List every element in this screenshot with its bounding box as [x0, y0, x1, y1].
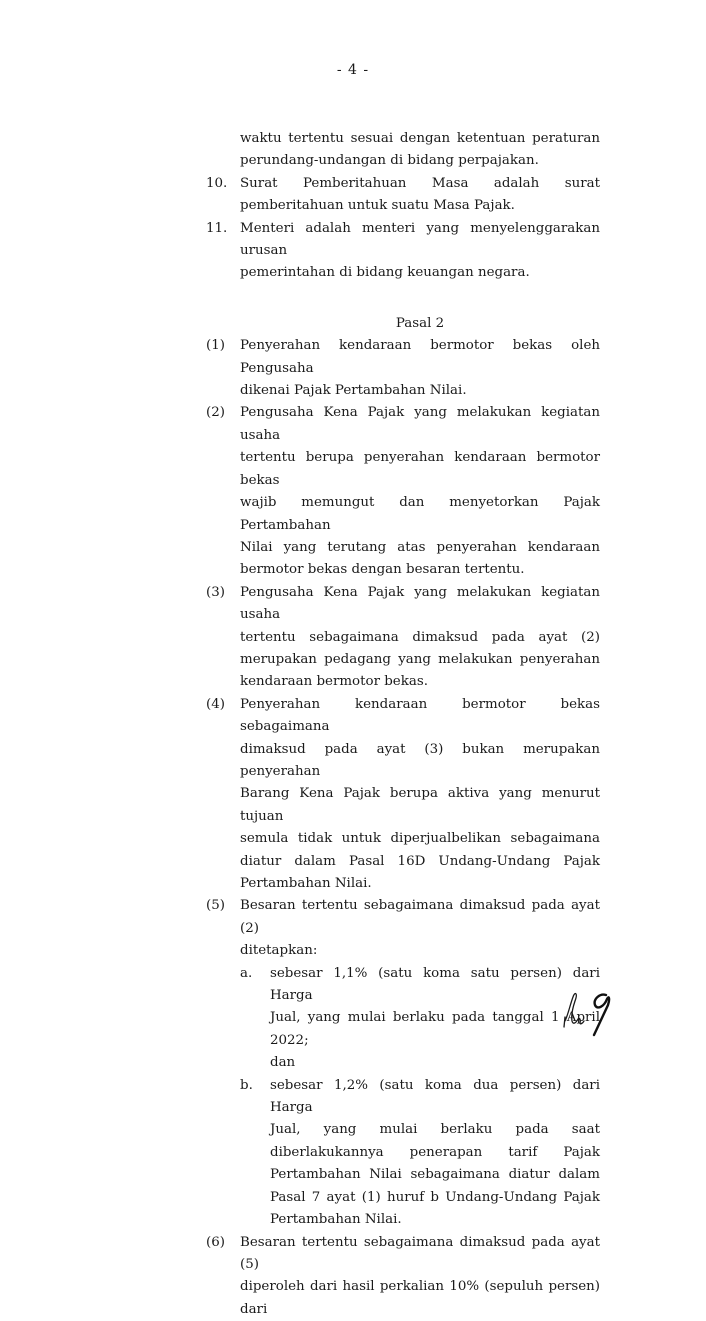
paragraph-number: (6)	[206, 1232, 225, 1254]
handwritten-initials-icon	[560, 985, 620, 1040]
text-line: pemerintahan di bidang keuangan negara.	[240, 262, 600, 284]
text-line: semula tidak untuk diperjualbelikan sebagaimana	[240, 828, 600, 850]
paragraph	[206, 582, 600, 694]
text-line: Jual, yang mulai berlaku pada tanggal 1 April 2022;	[270, 1007, 600, 1052]
page-number: - 4 -	[0, 62, 706, 78]
text-line: diatur dalam Pasal 16D Undang-Undang Pajak	[240, 851, 600, 873]
paragraph	[206, 694, 600, 896]
text-line: bermotor bekas dengan besaran tertentu.	[240, 559, 600, 581]
text-line: Surat Pemberitahuan Masa adalah surat	[240, 173, 600, 195]
text-line: Pasal 7 ayat (1) huruf b Undang-Undang Pajak	[270, 1187, 600, 1209]
definition-item	[206, 218, 600, 285]
text-line: sebesar 1,2% (satu koma dua persen) dari Harga	[270, 1075, 600, 1120]
text-line: tertentu sebagaimana dimaksud pada ayat (2)	[240, 627, 600, 649]
text-line: kendaraan bermotor bekas.	[240, 671, 600, 693]
text-line: Pertambahan Nilai sebagaimana diatur dalam	[270, 1164, 600, 1186]
sub-item-letter: b.	[240, 1075, 253, 1097]
text-line: Nilai yang terutang atas penyerahan kendaraan	[240, 537, 600, 559]
text-line: Penyerahan kendaraan bermotor bekas sebagaimana	[240, 694, 600, 739]
sub-item-letter: a.	[240, 963, 252, 985]
paragraph	[206, 402, 600, 581]
paragraph-number: (5)	[206, 895, 225, 917]
text-line: Barang Kena Pajak berupa aktiva yang menurut tujuan	[240, 783, 600, 828]
text-line: dimaksud pada ayat (3) bukan merupakan penyerahan	[240, 739, 600, 784]
text-line: Pertambahan Nilai.	[240, 873, 600, 895]
paragraph-number: (1)	[206, 335, 225, 357]
sub-item	[206, 963, 600, 1075]
text-line: dan	[270, 1052, 600, 1074]
sub-item	[206, 1075, 600, 1232]
text-line: waktu tertentu sesuai dengan ketentuan peraturan	[240, 128, 600, 150]
text-line: ditetapkan:	[240, 940, 600, 962]
continuation-text	[206, 128, 600, 173]
text-line: Pengusaha Kena Pajak yang melakukan kegiatan usaha	[240, 402, 600, 447]
text-line: Jual, yang mulai berlaku pada saat	[270, 1119, 600, 1141]
paragraph-number: (2)	[206, 402, 225, 424]
paragraph-number: (3)	[206, 582, 225, 604]
text-line: perundang-undangan di bidang perpajakan.	[240, 150, 600, 172]
section-title: Pasal 2	[206, 313, 600, 335]
text-line: wajib memungut dan menyetorkan Pajak Pertambahan	[240, 492, 600, 537]
text-line: merupakan pedagang yang melakukan penyerahan	[240, 649, 600, 671]
text-line: pemberitahuan untuk suatu Masa Pajak.	[240, 195, 600, 217]
document-body	[206, 128, 600, 1321]
item-number: 10.	[206, 173, 227, 195]
paragraph	[206, 335, 600, 402]
text-line: diperoleh dari hasil perkalian 10% (sepuluh persen) dari	[240, 1276, 600, 1321]
text-line: diberlakukannya penerapan tarif Pajak	[270, 1142, 600, 1164]
text-line: Pengusaha Kena Pajak yang melakukan kegiatan usaha	[240, 582, 600, 627]
text-line: Besaran tertentu sebagaimana dimaksud pada ayat (5)	[240, 1232, 600, 1277]
item-number: 11.	[206, 218, 227, 240]
text-line: Besaran tertentu sebagaimana dimaksud pada ayat (2)	[240, 895, 600, 940]
text-line: Pertambahan Nilai.	[270, 1209, 600, 1231]
text-line: sebesar 1,1% (satu koma satu persen) dari Harga	[270, 963, 600, 1008]
paragraph-number: (4)	[206, 694, 225, 716]
definition-item	[206, 173, 600, 218]
paragraph	[206, 1232, 600, 1321]
text-line: Penyerahan kendaraan bermotor bekas oleh Pengusaha	[240, 335, 600, 380]
text-line: tertentu berupa penyerahan kendaraan bermotor bekas	[240, 447, 600, 492]
text-line: Menteri adalah menteri yang menyelenggarakan urusan	[240, 218, 600, 263]
text-line: dikenai Pajak Pertambahan Nilai.	[240, 380, 600, 402]
paragraph	[206, 895, 600, 962]
